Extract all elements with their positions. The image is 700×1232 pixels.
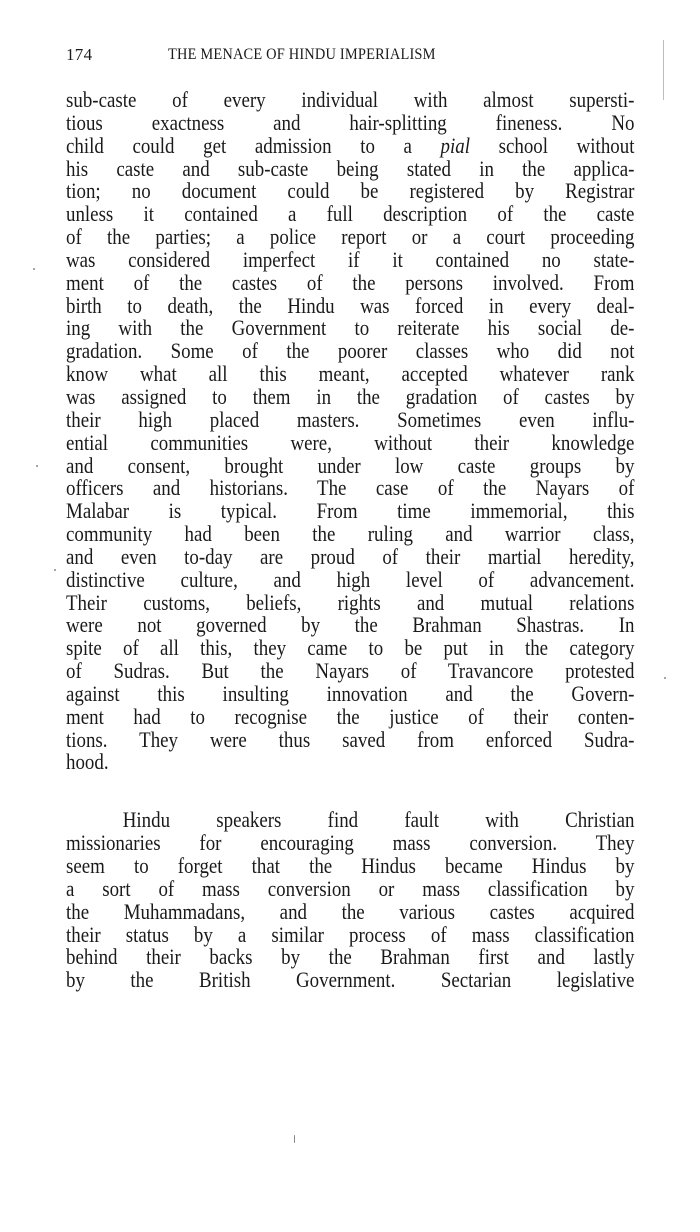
text-line: behind their backs by the Brahman first and lastly	[66, 944, 635, 970]
text-line: tion; no document could be registered by Registrar	[66, 178, 635, 204]
text-line: his caste and sub-caste being stated in the applica-	[66, 155, 635, 181]
text-line: by the British Government. Sectarian legislative	[66, 967, 635, 993]
text-line: of Sudras. But the Nayars of Travancore protested	[66, 658, 635, 684]
text-line-start: child could get admission to a	[66, 132, 441, 158]
running-head	[66, 45, 626, 69]
text-line-end: school without	[469, 132, 635, 158]
body-text	[66, 89, 634, 992]
text-line: gradation. Some of the poorer classes who did not	[66, 338, 635, 364]
text-line: ment of the castes of the persons involved. From	[66, 269, 635, 295]
scan-speck	[33, 268, 35, 270]
text-line: missionaries for encouraging mass conversion. They	[66, 830, 635, 856]
paragraph-gap	[66, 774, 634, 809]
text-line: were not governed by the Brahman Shastras. In	[66, 612, 635, 638]
text-line: spite of all this, they came to be put in the category	[66, 635, 635, 661]
text-line: distinctive culture, and high level of advancement.	[66, 566, 635, 592]
italic-term: pial	[440, 132, 470, 158]
text-line: was assigned to them in the gradation of castes by	[66, 383, 635, 409]
running-title: THE MENACE OF HINDU IMPERIALISM	[168, 46, 436, 63]
text-line: ential communities were, without their knowledge	[66, 429, 635, 455]
text-line: unless it contained a full description of the caste	[66, 201, 635, 227]
text-line: officers and historians. The case of the Nayars of	[66, 475, 635, 501]
text-line: ment had to recognise the justice of their conten-	[66, 703, 635, 729]
text-line: Their customs, beliefs, rights and mutual relations	[66, 589, 635, 615]
text-line: of the parties; a police report or a court proceeding	[66, 224, 635, 250]
page-number: 174	[66, 45, 93, 64]
paragraph-1	[66, 89, 634, 774]
scan-edge-mark	[663, 40, 664, 100]
scan-speck	[36, 465, 38, 467]
text-line: Hindu speakers find fault with Christian	[122, 807, 635, 833]
text-line: seem to forget that the Hindus became Hindus by	[66, 853, 635, 878]
text-line: Malabar is typical. From time immemorial, this	[66, 498, 635, 524]
text-line: and consent, brought under low caste groups by	[66, 452, 635, 478]
text-line: sub-caste of every individual with almost supersti-	[66, 87, 635, 112]
text-line: ing with the Government to reiterate his social de-	[66, 315, 635, 341]
scan-speck	[664, 677, 666, 679]
scan-speck	[54, 569, 56, 571]
paragraph-2	[66, 809, 634, 992]
text-line: was considered imperfect if it contained no state-	[66, 246, 635, 272]
text-line: their status by a similar process of mass classification	[66, 921, 635, 947]
text-line: community had been the ruling and warrior class,	[66, 521, 635, 547]
text-line: tions. They were thus saved from enforced Sudra-	[66, 726, 635, 752]
text-line: hood.	[66, 749, 109, 775]
text-line: know what all this meant, accepted whatever rank	[66, 361, 635, 387]
text-line: the Muhammadans, and the various castes acquired	[66, 898, 635, 924]
scan-speck	[294, 1135, 295, 1143]
text-line: a sort of mass conversion or mass classification by	[66, 875, 635, 901]
text-line: tious exactness and hair-splitting fineness. No	[66, 109, 635, 135]
text-line: birth to death, the Hindu was forced in every deal-	[66, 292, 635, 318]
text-line: and even to-day are proud of their martial heredity,	[66, 543, 635, 569]
text-line: their high placed masters. Sometimes even influ-	[66, 406, 635, 432]
text-line	[66, 132, 635, 158]
text-line: against this insulting innovation and the Govern-	[66, 680, 635, 706]
